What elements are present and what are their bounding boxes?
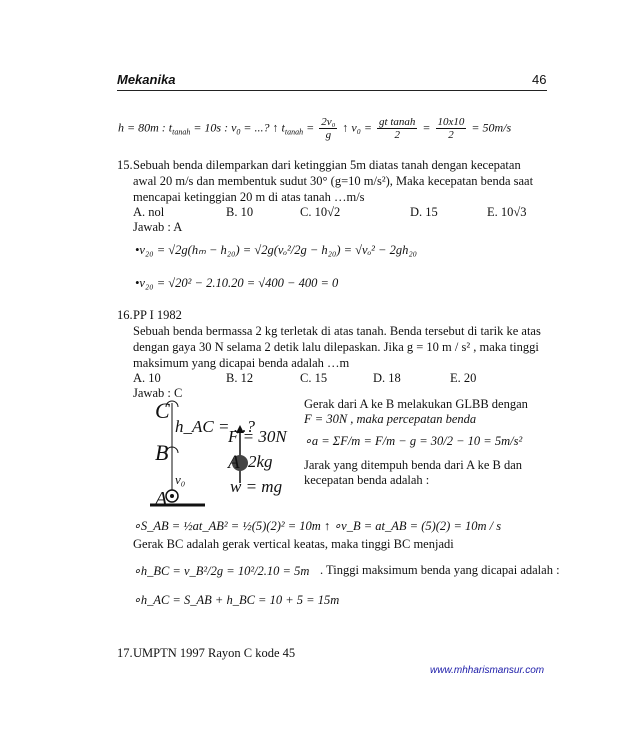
label-c: C (155, 398, 170, 423)
q16-line3: maksimum yang dicapai benda adalah …m (133, 356, 350, 370)
q16-solution-3a: ∘h_BC = v_B²/2g = 10²/2.10 = 5m (133, 564, 310, 578)
q16-solution-2: Gerak BC adalah gerak vertical keatas, maka tinggi BC menjadi (133, 537, 454, 551)
q15-line3: mencapai ketinggian 20 m di atas tanah …m/s (133, 190, 365, 204)
label-weight: w = mg (230, 477, 283, 496)
numerator: 10x10 (437, 116, 465, 128)
eq-part: h = 80m : t (118, 120, 173, 135)
denominator: g (325, 129, 332, 141)
q15-number: 15. (117, 158, 133, 172)
footer-link[interactable]: www.mhharismansur.com (430, 665, 545, 676)
label-b: B (155, 440, 169, 465)
q16-explain-1: Gerak dari A ke B melakukan GLBB dengan (304, 397, 528, 411)
fraction (319, 116, 337, 141)
q16-accel: ∘a = ΣF/m = F/m − g = 30/2 − 10 = 5m/s² (304, 434, 523, 448)
q16-solution-1: ∘S_AB = ½at_AB² = ½(5)(2)² = 10m ↑ ∘v_B = at_AB = (5)(2) = 10m / s (133, 519, 502, 533)
label-force: F = 30N (228, 427, 287, 446)
eq-part: = (419, 120, 434, 135)
q16-line2: dengan gaya 30 N selama 2 detik lalu dilepaskan. Jika g = 10 m / s² , maka tinggi (133, 340, 539, 354)
q16-explain-3: Jarak yang ditempuh benda dari A ke B dan (304, 458, 522, 472)
q15-line1: Sebuah benda dilemparkan dari ketinggian 5m diatas tanah dengan kecepatan (133, 158, 521, 172)
q16-option-b: B. 12 (226, 371, 254, 385)
q15-option-e: E. 10√3 (487, 205, 527, 219)
denominator: 2 (394, 129, 400, 141)
numerator: 2v₀ (321, 116, 336, 128)
eq-part: ↑ v₀ = (339, 120, 376, 135)
label-a2: A (228, 452, 240, 473)
q16-explain-4: kecepatan benda adalah : (304, 473, 430, 487)
q15-answer: Jawab : A (133, 220, 183, 234)
top-equation (118, 116, 511, 141)
q16-solution-4: ∘h_AC = S_AB + h_BC = 10 + 5 = 15m (133, 593, 340, 607)
q15-solution-2: •v₂₀ = √20² − 2.10.20 = √400 − 400 = 0 (135, 276, 339, 290)
eq-part: = (303, 120, 318, 135)
eq-sub: tanah (284, 127, 304, 137)
q17-number: 17. (117, 646, 133, 660)
q15-option-a: A. nol (133, 205, 165, 219)
q16-option-d: D. 18 (373, 371, 401, 385)
page-number: 46 (532, 72, 547, 87)
q15-option-d: D. 15 (410, 205, 438, 219)
denominator: 2 (448, 129, 454, 141)
header-title: Mekanika (117, 72, 176, 87)
eq-part: = ...? ↑ t (240, 120, 285, 135)
header-rule (117, 90, 547, 91)
q15-line2: awal 20 m/s dan membentuk sudut 30° (g=10 m/s²), Maka kecepatan benda saat (133, 174, 534, 188)
label-hac: h_AC = ...? (175, 417, 255, 436)
q16-option-a: A. 10 (133, 371, 161, 385)
q15-solution-1: •v₂₀ = √2g(hₘ − h₂₀) = √2g(vₒ²/2g − h₂₀) = √vₒ² − 2gh₂₀ (135, 243, 418, 257)
eq-sub: 0 (236, 127, 241, 137)
q16-number: 16. (117, 308, 133, 322)
q17-text: UMPTN 1997 Rayon C kode 45 (133, 646, 296, 660)
q16-explain-2: F = 30N , maka percepatan benda (304, 412, 477, 426)
q16-solution-3b: . Tinggi maksimum benda yang dicapai adalah : (320, 563, 560, 577)
q16-line1: Sebuah benda bermassa 2 kg terletak di atas tanah. Benda tersebut di tarik ke atas (133, 324, 541, 338)
q15-option-c: C. 10√2 (300, 205, 341, 219)
ball-a-dot (170, 494, 174, 498)
fraction (436, 116, 467, 141)
eq-part: = 50m/s (468, 120, 512, 135)
q16-source: PP I 1982 (133, 308, 182, 322)
numerator: gt tanah (379, 116, 416, 128)
q16-option-c: C. 15 (300, 371, 328, 385)
eq-part: = 10s : v (190, 120, 237, 135)
fraction (377, 116, 417, 141)
q16-answer: Jawab : C (133, 386, 183, 400)
label-mass: 2kg (248, 452, 273, 471)
label-v0: v₀ (175, 472, 186, 487)
q16-option-e: E. 20 (450, 371, 477, 385)
label-a: A (155, 488, 168, 510)
q15-option-b: B. 10 (226, 205, 254, 219)
eq-sub: tanah (172, 127, 191, 137)
